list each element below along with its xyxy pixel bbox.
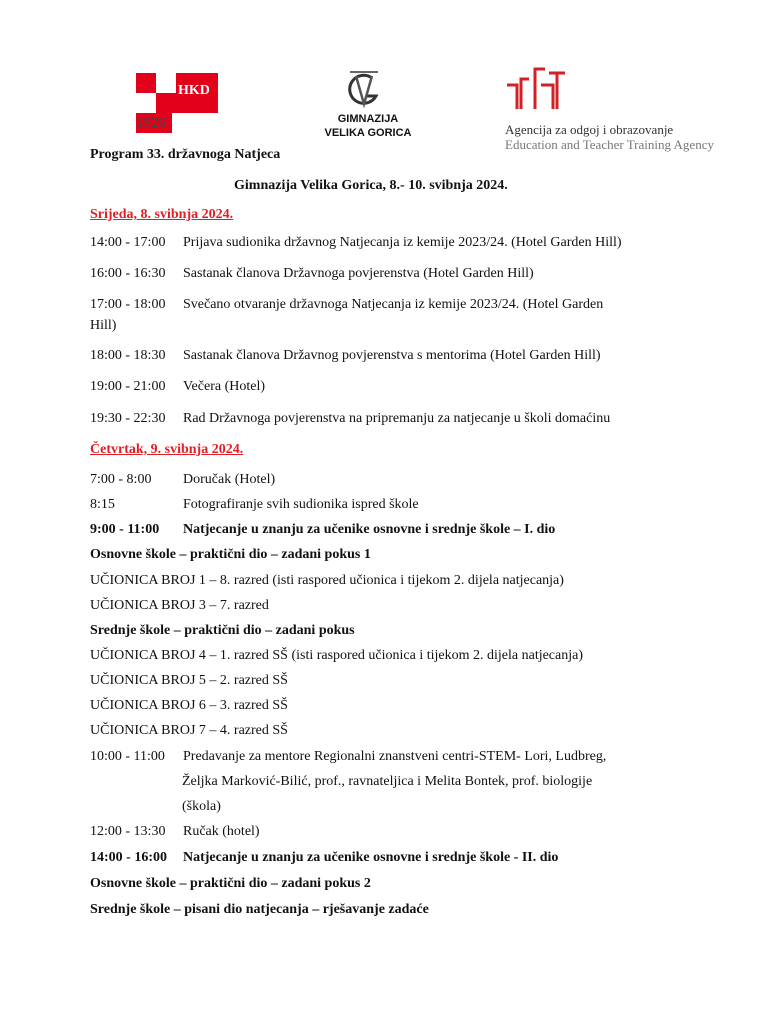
item-continuation: (škola) xyxy=(182,799,221,814)
item-time: 17:00 - 18:00 xyxy=(90,297,166,312)
item-text: Svečano otvaranje državnoga Natjecanja iz kemije 2023/24. (Hotel Garden xyxy=(183,297,604,312)
agency-logo xyxy=(505,60,755,160)
section-heading: Srednje škole – praktični dio – zadani pokus xyxy=(90,623,355,638)
agency-mark-icon xyxy=(505,65,567,109)
hkd-square xyxy=(156,93,176,113)
item-time: 19:00 - 21:00 xyxy=(90,379,166,394)
day1-heading: Srijeda, 8. svibnja 2024. xyxy=(90,207,234,222)
item-text: Natjecanje u znanju za učenike osnovne i srednje škole – I. dio xyxy=(183,522,556,537)
gimnazija-logo-text xyxy=(312,112,424,140)
schedule-item xyxy=(90,471,275,489)
item-time: 7:00 - 8:00 xyxy=(90,472,152,487)
agency-name-en: Education and Teacher Training Agency xyxy=(505,137,714,152)
item-text: Sastanak članova Državnoga povjerenstva (Hotel Garden Hill) xyxy=(183,266,534,281)
item-text: Predavanje za mentore Regionalni znanstveni centri-STEM- Lori, Ludbreg, xyxy=(183,749,607,764)
section-heading: Srednje škole – pisani dio natjecanja – rješavanje zadaće xyxy=(90,902,429,917)
item-text: Prijava sudionika državnog Natjecanja iz kemije 2023/24. (Hotel Garden Hill) xyxy=(183,235,622,250)
agency-name-hr: Agencija za odgoj i obrazovanje xyxy=(505,122,674,137)
item-text: Večera (Hotel) xyxy=(183,379,266,394)
schedule-item xyxy=(90,521,555,539)
item-time: 12:00 - 13:30 xyxy=(90,824,166,839)
item-time: 18:00 - 18:30 xyxy=(90,348,166,363)
room-line: UČIONICA BROJ 4 – 1. razred SŠ (isti raspored učionica i tijekom 2. dijela natjecanja) xyxy=(90,648,584,663)
document-subtitle: Gimnazija Velika Gorica, 8.- 10. svibnja 2024. xyxy=(234,178,508,193)
item-text: Ručak (hotel) xyxy=(183,824,260,839)
item-text: Doručak (Hotel) xyxy=(183,472,276,487)
schedule-item xyxy=(90,265,534,283)
item-time: 9:00 - 11:00 xyxy=(90,522,160,537)
schedule-item xyxy=(90,823,260,841)
section-heading: Osnovne škole – praktični dio – zadani pokus 1 xyxy=(90,547,371,562)
item-time: 14:00 - 16:00 xyxy=(90,850,167,865)
document-title: Program 33. državnoga Natjeca xyxy=(90,147,281,162)
item-continuation: Hill) xyxy=(90,318,117,333)
schedule-item xyxy=(90,410,610,428)
schedule-item xyxy=(90,234,622,252)
room-line: UČIONICA BROJ 5 – 2. razred SŠ xyxy=(90,673,288,688)
hkd-square xyxy=(156,73,176,93)
gimnazija-monogram-icon xyxy=(342,68,386,112)
item-text: Rad Državnoga povjerenstva na pripremanju za natjecanje u školi domaćinu xyxy=(183,411,611,426)
gimnazija-logo xyxy=(312,60,424,144)
schedule-item xyxy=(90,496,419,514)
item-time: 8:15 xyxy=(90,497,115,512)
item-time: 14:00 - 17:00 xyxy=(90,235,166,250)
item-text: Fotografiranje svih sudionika ispred škole xyxy=(183,497,419,512)
item-text: Natjecanje u znanju za učenike osnovne i srednje škole - II. dio xyxy=(183,850,559,865)
item-continuation: Željka Marković-Bilić, prof., ravnateljica i Melita Bontek, prof. biologije xyxy=(182,774,593,789)
schedule-item xyxy=(90,296,603,314)
hkd-logo xyxy=(136,73,218,139)
item-text: Sastanak članova Državnog povjerenstva s mentorima (Hotel Garden Hill) xyxy=(183,348,601,363)
room-line: UČIONICA BROJ 1 – 8. razred (isti raspored učionica i tijekom 2. dijela natjecanja) xyxy=(90,573,564,588)
room-line: UČIONICA BROJ 7 – 4. razred SŠ xyxy=(90,723,288,738)
schedule-item xyxy=(90,748,606,766)
room-line: UČIONICA BROJ 6 – 3. razred SŠ xyxy=(90,698,288,713)
item-time: 19:30 - 22:30 xyxy=(90,411,166,426)
hkd-logo-year: 1926 xyxy=(136,115,166,131)
item-time: 10:00 - 11:00 xyxy=(90,749,165,764)
hkd-square xyxy=(136,73,156,93)
gimnazija-line2: VELIKA GORICA xyxy=(324,127,412,139)
schedule-item xyxy=(90,849,558,867)
schedule-item xyxy=(90,378,265,396)
schedule-item xyxy=(90,347,601,365)
gimnazija-line1: GIMNAZIJA xyxy=(337,113,399,125)
section-heading: Osnovne škole – praktični dio – zadani pokus 2 xyxy=(90,876,371,891)
hkd-square xyxy=(136,93,156,113)
room-line: UČIONICA BROJ 3 – 7. razred xyxy=(90,598,269,613)
hkd-logo-text: HKD xyxy=(178,83,210,98)
item-time: 16:00 - 16:30 xyxy=(90,266,166,281)
day2-heading: Četvrtak, 9. svibnja 2024. xyxy=(90,442,244,457)
